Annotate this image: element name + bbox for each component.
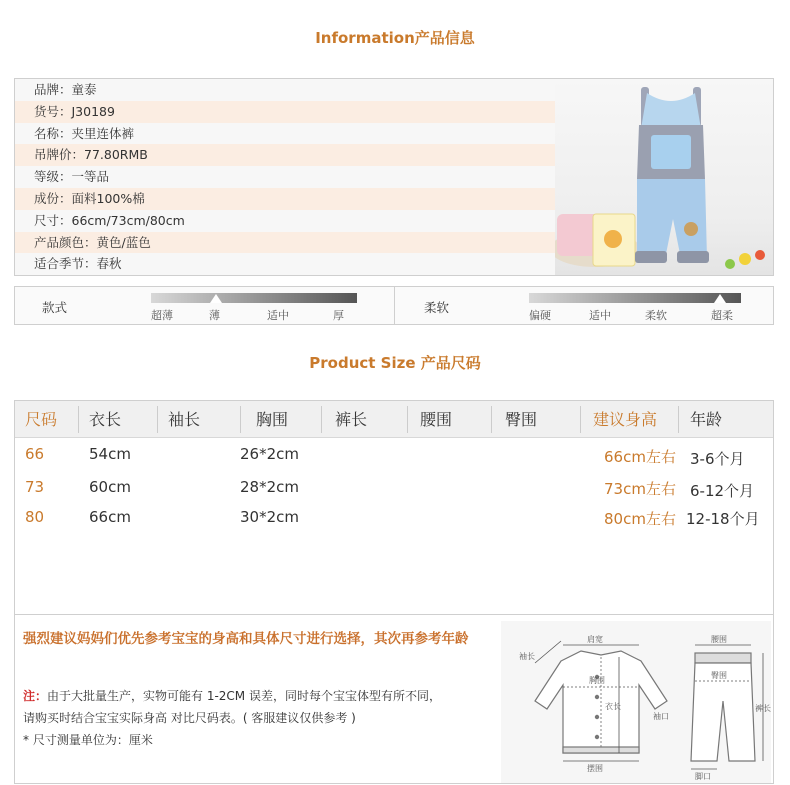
- diagram-chest-label: 胸围: [589, 676, 605, 685]
- softness-label-medium: 适中: [589, 309, 611, 322]
- diagram-hip-label: 臀围: [711, 671, 727, 680]
- header-waist: 腰围: [420, 410, 453, 429]
- row-80-size: 80: [25, 508, 45, 526]
- info-season: 适合季节：春秋: [15, 253, 555, 275]
- note-prefix: 注：: [23, 689, 48, 703]
- header-divider: [407, 406, 408, 433]
- softness-label-soft: 柔软: [645, 309, 667, 322]
- jacket-diagram: [535, 651, 667, 753]
- softness-label-hard: 偏硬: [529, 309, 551, 322]
- header-divider: [321, 406, 322, 433]
- diagram-sleeve-label: 袖长: [519, 652, 535, 661]
- header-age: 年龄: [690, 410, 723, 429]
- header-divider: [78, 406, 79, 433]
- info-grade: 等级：一等品: [15, 166, 555, 188]
- row-66-body-length: 54cm: [89, 445, 131, 463]
- style-selected-marker: [210, 294, 222, 303]
- info-material: 成份：面料100%棉: [15, 188, 555, 210]
- row-80-height: 80cm左右: [604, 510, 676, 528]
- softness-gradient-bar: [529, 293, 741, 303]
- header-pants-length: 裤长: [335, 410, 368, 429]
- product-photo: [555, 79, 773, 275]
- diagram-body-length-label: 衣长: [605, 702, 621, 711]
- info-sizes: 尺寸：66cm/73cm/80cm: [15, 210, 555, 232]
- info-item-number: 货号：J30189: [15, 101, 555, 123]
- header-divider: [678, 406, 679, 433]
- product-info-panel: [14, 78, 774, 276]
- info-list: [15, 79, 555, 275]
- header-size: 尺码: [25, 410, 58, 429]
- header-chest: 胸围: [256, 410, 289, 429]
- style-label-medium: 适中: [267, 309, 289, 322]
- size-advice-text: 强烈建议妈妈们优先参考宝宝的身高和具体尺寸进行选择，其次再参考年龄: [23, 631, 469, 647]
- row-73-size: 73: [25, 478, 45, 496]
- measurement-diagram: [501, 621, 771, 783]
- row-80-chest: 30*2cm: [240, 508, 299, 526]
- style-label-ultrathin: 超薄: [151, 309, 173, 322]
- note-text-1: 由于大批量生产，实物可能有 1-2CM 误差，同时每个宝宝体型有所不同，: [47, 689, 441, 703]
- info-name: 名称：夹里连体裤: [15, 123, 555, 145]
- row-73-body-length: 60cm: [89, 478, 131, 496]
- information-title: Information产品信息: [315, 29, 475, 47]
- size-advice-panel: [14, 614, 774, 784]
- diagram-pants-length-label: 裤长: [755, 704, 771, 713]
- product-size-title: Product Size 产品尺码: [309, 354, 481, 372]
- info-colors: 产品颜色：黄色/蓝色: [15, 232, 555, 254]
- diagram-cuff-label: 袖口: [653, 712, 669, 721]
- diagram-leg-opening-label: 脚口: [695, 772, 711, 781]
- note-line-2: 请购买时结合宝宝实际身高 对比尺码表。( 客服建议仅供参考 ): [23, 711, 356, 725]
- row-66-chest: 26*2cm: [240, 445, 299, 463]
- size-table: [14, 400, 774, 615]
- style-label-thick: 厚: [333, 309, 344, 322]
- scale-divider: [394, 287, 395, 324]
- header-hip: 臀围: [505, 410, 538, 429]
- row-73-age: 6-12个月: [690, 482, 755, 500]
- row-66-age: 3-6个月: [690, 450, 745, 468]
- header-divider: [580, 406, 581, 433]
- softness-scale-name: 柔软: [424, 300, 450, 315]
- header-sleeve-length: 袖长: [168, 410, 201, 429]
- diagram-hem-label: 摆围: [587, 764, 603, 773]
- row-66-size: 66: [25, 445, 45, 463]
- header-suggested-height: 建议身高: [593, 410, 658, 429]
- softness-label-supersoft: 超柔: [711, 309, 733, 322]
- row-80-body-length: 66cm: [89, 508, 131, 526]
- fabric-scale-panel: [14, 286, 774, 325]
- header-divider: [240, 406, 241, 433]
- header-divider: [157, 406, 158, 433]
- style-scale-name: 款式: [42, 300, 68, 315]
- row-73-height: 73cm左右: [604, 480, 676, 498]
- style-label-thin: 薄: [209, 309, 220, 322]
- info-brand: 品牌：童泰: [15, 79, 555, 101]
- info-tag-price: 吊牌价：77.80RMB: [15, 144, 555, 166]
- row-66-height: 66cm左右: [604, 448, 676, 466]
- diagram-waist-label: 腰围: [711, 635, 727, 644]
- header-divider: [491, 406, 492, 433]
- row-73-chest: 28*2cm: [240, 478, 299, 496]
- header-body-length: 衣长: [89, 410, 122, 429]
- note-line-3: * 尺寸测量单位为：厘米: [23, 733, 153, 747]
- softness-selected-marker: [714, 294, 726, 303]
- note-line-1: [23, 685, 493, 707]
- row-80-age: 12-18个月: [686, 510, 760, 528]
- size-table-header: [15, 401, 773, 438]
- style-gradient-bar: [151, 293, 357, 303]
- size-note: [23, 685, 493, 751]
- diagram-shoulder-label: 肩宽: [587, 635, 603, 644]
- pants-diagram: [691, 653, 755, 761]
